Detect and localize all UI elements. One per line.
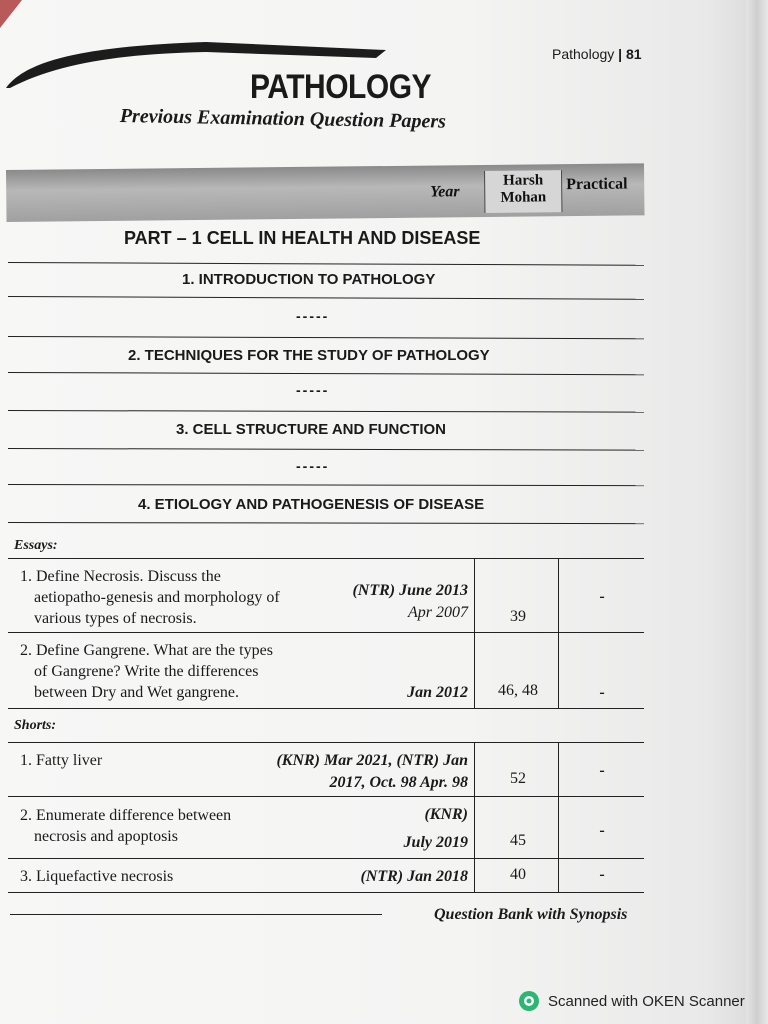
divider <box>8 336 644 339</box>
page-title: PATHOLOGY <box>250 68 432 106</box>
chapter-title: 4. ETIOLOGY AND PATHOGENESIS OF DISEASE <box>138 496 485 513</box>
exam-ref: (KNR) Mar 2021, (NTR) Jan <box>276 752 468 769</box>
page-subtitle: Previous Examination Question Papers <box>119 105 447 133</box>
page-edge <box>746 0 768 1024</box>
exam-ref: (NTR) June 2013 <box>352 582 468 599</box>
divider <box>8 742 644 743</box>
question-line: various types of necrosis. <box>34 610 197 627</box>
essay-question-1 <box>20 566 280 629</box>
header-practical: Practical <box>566 175 628 194</box>
harsh-mohan-page: 45 <box>510 832 526 849</box>
divider <box>8 708 644 709</box>
chapter-title: 3. CELL STRUCTURE AND FUNCTION <box>176 421 446 438</box>
shorts-label: Shorts: <box>14 718 57 733</box>
divider <box>8 372 644 375</box>
exam-ref: Jan 2012 <box>407 684 468 701</box>
footer-title: Question Bank with Synopsis <box>434 906 628 923</box>
practical-value: - <box>599 684 605 701</box>
footer-rule <box>10 914 382 915</box>
scanner-watermark <box>518 990 745 1012</box>
question-line: between Dry and Wet gangrene. <box>34 684 239 701</box>
divider <box>8 858 644 859</box>
question-line: 1. Fatty liver <box>20 752 103 769</box>
practical-value: - <box>599 822 605 839</box>
divider <box>8 296 644 300</box>
exam-ref: 2017, Oct. 98 Apr. 98 <box>329 774 468 791</box>
chapter-title: 1. INTRODUCTION TO PATHOLOGY <box>182 271 436 288</box>
divider <box>8 892 644 893</box>
divider <box>8 410 644 413</box>
essay-reference-1 <box>300 580 468 624</box>
chapter-placeholder: ----- <box>296 382 330 398</box>
practical-value: - <box>599 762 605 779</box>
column-divider <box>474 742 475 892</box>
short-question-1 <box>20 750 102 771</box>
divider <box>8 558 644 559</box>
chapter-placeholder: ----- <box>296 308 330 324</box>
running-title: Pathology <box>552 46 615 62</box>
oken-scanner-icon <box>518 990 540 1012</box>
column-divider <box>474 558 475 708</box>
harsh-mohan-page: 46, 48 <box>498 682 538 699</box>
page-number: 81 <box>625 46 642 62</box>
question-line: necrosis and apoptosis <box>34 828 178 845</box>
essay-question-2 <box>20 640 273 703</box>
divider <box>8 522 644 524</box>
harsh-mohan-page: 39 <box>510 608 526 625</box>
chapter-title: 2. TECHNIQUES FOR THE STUDY OF PATHOLOGY <box>128 347 490 364</box>
question-line: 2. Enumerate difference between <box>20 807 232 824</box>
running-separator: | <box>618 46 623 62</box>
part-heading: PART – 1 CELL IN HEALTH AND DISEASE <box>124 228 481 248</box>
table-header-bar <box>6 163 645 222</box>
divider <box>8 262 644 266</box>
question-line: aetiopatho-genesis and morphology of <box>34 589 280 606</box>
exam-ref: July 2019 <box>403 834 468 851</box>
divider <box>8 484 644 486</box>
exam-ref: Apr 2007 <box>408 604 468 621</box>
question-line: 3. Liquefactive necrosis <box>20 868 174 885</box>
exam-ref: (KNR) <box>424 806 468 823</box>
essays-label: Essays: <box>14 538 58 553</box>
scanner-label: Scanned with OKEN Scanner <box>548 992 745 1010</box>
header-harsh-mohan: Harsh Mohan <box>484 170 562 213</box>
short-reference-3 <box>300 866 468 888</box>
question-line: 2. Define Gangrene. What are the types <box>20 642 273 659</box>
question-line: of Gangrene? Write the differences <box>34 663 259 680</box>
exam-ref: (NTR) Jan 2018 <box>360 868 468 885</box>
harsh-mohan-page: 52 <box>510 770 526 787</box>
question-line: 1. Define Necrosis. Discuss the <box>20 568 221 585</box>
short-question-3 <box>20 866 173 887</box>
practical-value: - <box>599 866 605 883</box>
running-head <box>552 46 642 62</box>
page-corner <box>0 0 22 28</box>
harsh-mohan-page: 40 <box>510 866 526 883</box>
chapter-placeholder: ----- <box>296 458 330 474</box>
divider <box>8 632 644 633</box>
divider <box>8 796 644 797</box>
short-question-2 <box>20 805 231 847</box>
short-reference-2 <box>300 804 468 854</box>
divider <box>8 448 644 451</box>
practical-value: - <box>599 588 605 605</box>
header-year: Year <box>430 183 460 201</box>
essay-reference-2 <box>300 682 468 704</box>
short-reference-1 <box>220 750 468 794</box>
